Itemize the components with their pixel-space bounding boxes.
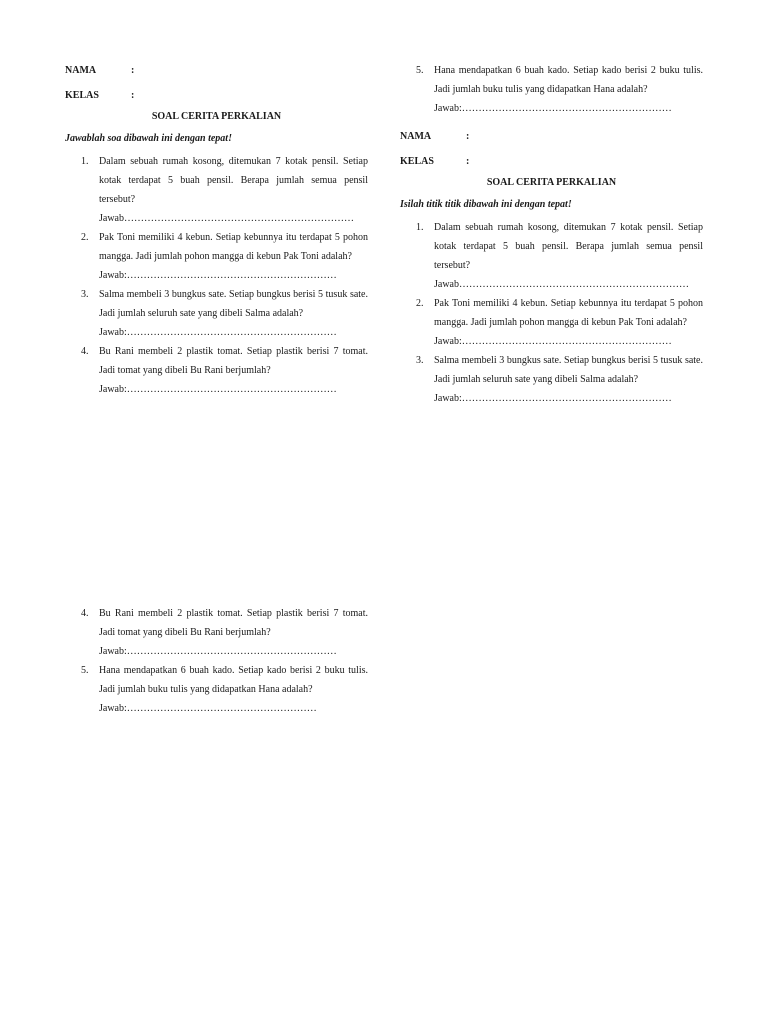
nama-row <box>65 61 368 80</box>
answer-line: Jawab…………………………………………………………… <box>434 279 689 290</box>
nama-row <box>400 127 703 146</box>
question-item <box>65 661 368 718</box>
kelas-label: KELAS <box>65 90 99 101</box>
nama-colon: : <box>131 65 135 76</box>
question-number: 5. <box>416 65 424 76</box>
question-item <box>400 61 703 118</box>
question-number: 2. <box>81 232 89 243</box>
question-item <box>65 152 368 228</box>
question-text: Pak Toni memiliki 4 kebun. Setiap kebunnya itu terdapat 5 pohon mangga. Jadi jumlah pohon mangga di kebun Pak Toni adalah? <box>99 232 368 262</box>
worksheet-instruction: Isilah titik titik dibawah ini dengan tepat! <box>400 199 572 210</box>
kelas-colon: : <box>466 156 470 167</box>
kelas-row <box>65 86 368 105</box>
worksheet-instruction: Jawablah soa dibawah ini dengan tepat! <box>65 133 232 144</box>
question-item <box>400 351 703 408</box>
worksheet-title: SOAL CERITA PERKALIAN <box>486 177 617 188</box>
question-text: Hana mendapatkan 6 buah kado. Setiap kado berisi 2 buku tulis. Jadi jumlah buku tulis yang didapatkan Hana adalah? <box>434 65 703 95</box>
question-text: Salma membeli 3 bungkus sate. Setiap bungkus berisi 5 tusuk sate. Jadi jumlah seluruh sate yang dibeli Salma adalah? <box>99 289 368 319</box>
answer-line: Jawab…………………………………………………………… <box>99 213 354 224</box>
right-worksheet <box>400 127 703 408</box>
answer-line: Jawab:……………………………………………………… <box>99 384 337 395</box>
answer-line: Jawab:……………………………………………………… <box>99 270 337 281</box>
answer-line: Jawab:……………………………………………………… <box>99 646 337 657</box>
answer-line: Jawab:………………………………………………… <box>99 703 317 714</box>
question-item <box>65 342 368 399</box>
question-item <box>65 604 368 661</box>
question-number: 3. <box>81 289 89 300</box>
kelas-row <box>400 152 703 171</box>
question-text: Dalam sebuah rumah kosong, ditemukan 7 kotak pensil. Setiap kotak terdapat 5 buah pensil. Berapa jumlah semua pensil tersebut? <box>99 156 368 205</box>
question-number: 4. <box>81 608 89 619</box>
answer-line: Jawab:……………………………………………………… <box>434 393 672 404</box>
kelas-colon: : <box>131 90 135 101</box>
question-item <box>400 218 703 294</box>
question-text: Dalam sebuah rumah kosong, ditemukan 7 kotak pensil. Setiap kotak terdapat 5 buah pensil. Berapa jumlah semua pensil tersebut? <box>434 222 703 271</box>
left-worksheet-continued <box>65 604 368 718</box>
left-worksheet <box>65 61 368 399</box>
question-number: 2. <box>416 298 424 309</box>
question-text: Hana mendapatkan 6 buah kado. Setiap kado berisi 2 buku tulis. Jadi jumlah buku tulis yang didapatkan Hana adalah? <box>99 665 368 695</box>
question-number: 4. <box>81 346 89 357</box>
nama-label: NAMA <box>65 65 97 76</box>
question-text: Bu Rani membeli 2 plastik tomat. Setiap plastik berisi 7 tomat. Jadi tomat yang dibeli Bu Rani berjumlah? <box>99 346 368 376</box>
nama-colon: : <box>466 131 470 142</box>
question-text: Bu Rani membeli 2 plastik tomat. Setiap plastik berisi 7 tomat. Jadi tomat yang dibeli Bu Rani berjumlah? <box>99 608 368 638</box>
question-list <box>400 218 703 408</box>
question-item <box>400 294 703 351</box>
question-item <box>65 285 368 342</box>
question-text: Salma membeli 3 bungkus sate. Setiap bungkus berisi 5 tusuk sate. Jadi jumlah seluruh sate yang dibeli Salma adalah? <box>434 355 703 385</box>
question-number: 5. <box>81 665 89 676</box>
worksheet-title: SOAL CERITA PERKALIAN <box>151 111 282 122</box>
question-number: 3. <box>416 355 424 366</box>
question-number: 1. <box>416 222 424 233</box>
right-worksheet-continued <box>400 61 703 118</box>
question-list <box>65 152 368 399</box>
question-number: 1. <box>81 156 89 167</box>
question-text: Pak Toni memiliki 4 kebun. Setiap kebunnya itu terdapat 5 pohon mangga. Jadi jumlah pohon mangga di kebun Pak Toni adalah? <box>434 298 703 328</box>
nama-label: NAMA <box>400 131 432 142</box>
answer-line: Jawab:……………………………………………………… <box>434 103 672 114</box>
kelas-label: KELAS <box>400 156 434 167</box>
answer-line: Jawab:……………………………………………………… <box>99 327 337 338</box>
question-item <box>65 228 368 285</box>
answer-line: Jawab:……………………………………………………… <box>434 336 672 347</box>
